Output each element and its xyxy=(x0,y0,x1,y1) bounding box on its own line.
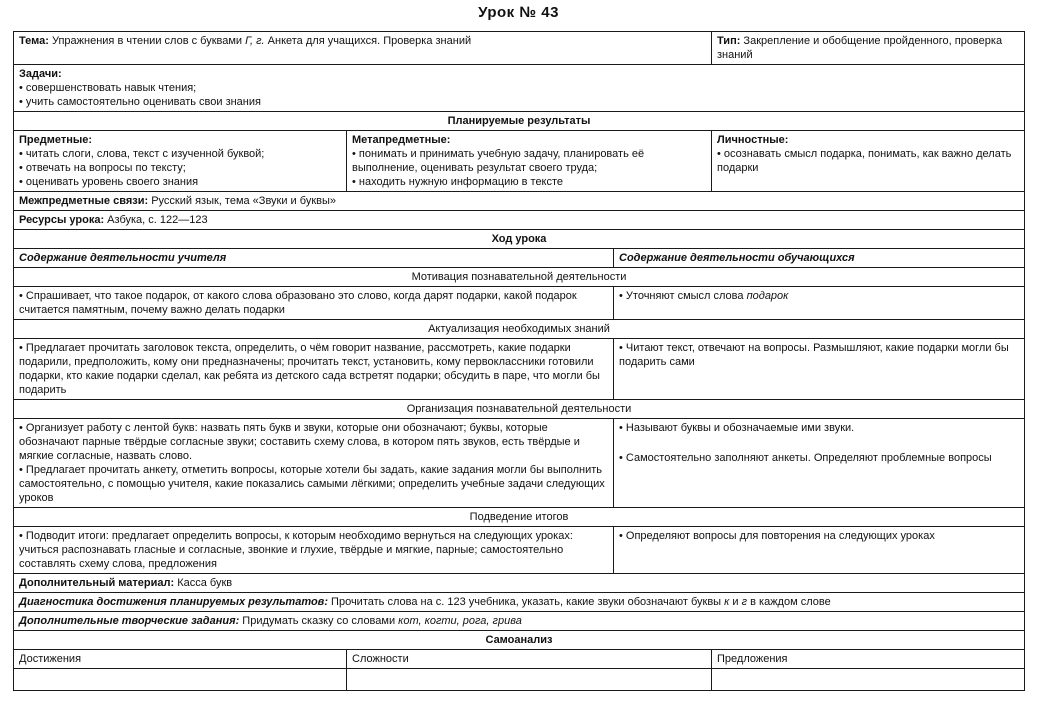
section-title-row xyxy=(14,508,1025,527)
resources-row xyxy=(14,211,1025,230)
planned-results-header: Планируемые результаты xyxy=(14,112,1025,131)
students-activity-text: Уточняют смысл слова xyxy=(625,290,747,302)
personal-results-cell xyxy=(712,131,1025,192)
section-title-row xyxy=(14,268,1025,287)
section-title-organization: Организация познавательной деятельности xyxy=(14,400,1025,419)
lesson-plan-table xyxy=(13,31,1025,691)
spacer xyxy=(619,435,1019,443)
interdisciplinary-text: Русский язык, тема «Звуки и буквы» xyxy=(148,195,336,207)
interdisciplinary-row xyxy=(14,192,1025,211)
self-analysis-header-row xyxy=(14,631,1025,650)
course-header-row xyxy=(14,230,1025,249)
students-activity-cell xyxy=(614,527,1025,574)
additional-material-text: Касса букв xyxy=(174,577,233,589)
students-activity-cell xyxy=(614,339,1025,400)
students-activity-word: подарок xyxy=(746,290,789,302)
additional-material-cell xyxy=(14,574,1025,593)
course-header: Ход урока xyxy=(14,230,1025,249)
students-activity-item: • Самостоятельно заполняют анкеты. Определяют проблемные вопросы xyxy=(619,451,1019,465)
subject-result-item: • читать слоги, слова, текст с изученной буквой; xyxy=(19,147,341,161)
diagnostics-text-before: Прочитать слова на с. 123 учебника, указать, какие звуки обозначают буквы xyxy=(328,596,725,608)
subject-result-item: • оценивать уровень своего знания xyxy=(19,175,341,189)
difficulties-answer-cell[interactable] xyxy=(347,669,712,691)
meta-result-item: • понимать и принимать учебную задачу, планировать её выполнение, оценивать результат своего труда; xyxy=(352,147,706,175)
type-text: Закрепление и обобщение пройденного, проверка знаний xyxy=(717,35,1003,61)
tasks-cell xyxy=(14,65,1025,112)
section-title-row xyxy=(14,320,1025,339)
creative-text: Придумать сказку со словами xyxy=(239,615,399,627)
suggestions-answer-cell[interactable] xyxy=(712,669,1025,691)
diagnostics-text-after: в каждом слове xyxy=(747,596,831,608)
difficulties-column: Сложности xyxy=(347,650,712,669)
subject-result-item: • отвечать на вопросы по тексту; xyxy=(19,161,341,175)
section-title-actualization: Актуализация необходимых знаний xyxy=(14,320,1025,339)
achievements-column: Достижения xyxy=(14,650,347,669)
diagnostics-cell xyxy=(14,593,1025,612)
diagnostics-letter-g: г xyxy=(741,596,748,608)
task-item: • совершенствовать навык чтения; xyxy=(19,81,1019,95)
teacher-activity-item: • Предлагает прочитать анкету, отметить вопросы, которые хотели бы задать, какие задания могли бы выполнить самостоятельно, с помощью учителя, какие показались самыми лёгкими; определить учебные задачи следующих уроков xyxy=(19,463,608,505)
resources-cell xyxy=(14,211,1025,230)
teacher-activity-cell xyxy=(14,287,614,320)
diagnostics-letter-k: к xyxy=(724,596,730,608)
section-content-row xyxy=(14,419,1025,508)
diagnostics-mid: и xyxy=(729,596,742,608)
students-activity-cell xyxy=(614,419,1025,508)
self-analysis-columns-row xyxy=(14,650,1025,669)
personal-results-label: Личностные: xyxy=(717,134,789,146)
resources-text: Азбука, с. 122—123 xyxy=(104,214,208,226)
creative-label: Дополнительные творческие задания: xyxy=(19,615,240,627)
interdisciplinary-cell xyxy=(14,192,1025,211)
creative-words: кот, когти, рога, грива xyxy=(398,615,522,627)
diagnostics-row xyxy=(14,593,1025,612)
task-item: • учить самостоятельно оценивать свои знания xyxy=(19,95,1019,109)
topic-row xyxy=(14,32,1025,65)
topic-text-after: Анкета для учащихся. Проверка знаний xyxy=(264,35,472,47)
planned-results-row xyxy=(14,131,1025,192)
students-activity-item: • Называют буквы и обозначаемые ими звуки. xyxy=(619,421,1019,435)
teacher-activity-item: • Предлагает прочитать заголовок текста, определить, о чём говорит название, рассмотреть, какие подарки подарили, предположить, кому они предназначены; прочитать текст, установить, кому первоклассники готовили подарки, кто какие подарки сделал, как ребята из детского сада встретят подарки; обсудить в паре, что могли бы подарить xyxy=(19,341,608,397)
diagnostics-label: Диагностика достижения планируемых результатов: xyxy=(19,596,328,608)
teacher-activity-item: • Подводит итоги: предлагает определить вопросы, к которым необходимо вернуться на следующих уроках: учиться распознавать гласные и согласные, звонкие и глухие, твёрдые и мягкие, парные; самостоятельно составлять схему слова, предложения xyxy=(19,529,608,571)
subject-results-label: Предметные: xyxy=(19,134,93,146)
topic-label: Тема: xyxy=(19,35,49,47)
spacer xyxy=(619,443,1019,451)
topic-cell xyxy=(14,32,712,65)
topic-text-before: Упражнения в чтении слов с буквами xyxy=(48,35,246,47)
topic-letters: Г, г. xyxy=(245,35,265,47)
teacher-activity-item: • Организует работу с лентой букв: назвать пять букв и звуки, которые они обозначают; буквы, которые обозначают парные твёрдые согласные звуки; составить схему слова, в котором пять звуков, есть твёрдые и мягкие согласные, назвать слово. xyxy=(19,421,608,463)
additional-material-label: Дополнительный материал: xyxy=(19,577,175,589)
section-content-row xyxy=(14,527,1025,574)
section-content-row xyxy=(14,339,1025,400)
planned-results-header-row xyxy=(14,112,1025,131)
section-content-row xyxy=(14,287,1025,320)
subject-results-cell xyxy=(14,131,347,192)
lesson-title: Урок № 43 xyxy=(478,4,559,21)
students-activity-item xyxy=(619,289,1019,303)
type-cell xyxy=(712,32,1025,65)
students-activity-cell xyxy=(614,287,1025,320)
personal-result-item: • осознавать смысл подарка, понимать, как важно делать подарки xyxy=(717,147,1019,175)
self-analysis-answer-row xyxy=(14,669,1025,691)
tasks-row xyxy=(14,65,1025,112)
meta-results-label: Метапредметные: xyxy=(352,134,451,146)
students-activity-item: • Читают текст, отвечают на вопросы. Размышляют, какие подарки могли бы подарить сами xyxy=(619,341,1019,369)
additional-material-row xyxy=(14,574,1025,593)
tasks-label: Задачи: xyxy=(19,68,62,80)
teacher-activity-cell xyxy=(14,419,614,508)
teacher-activity-cell xyxy=(14,339,614,400)
teacher-activity-item: • Спрашивает, что такое подарок, от какого слова образовано это слово, когда дарят подарки, какой подарок считается памятным, почему важно делать подарки xyxy=(19,289,608,317)
teacher-activity-cell xyxy=(14,527,614,574)
achievements-answer-cell[interactable] xyxy=(14,669,347,691)
creative-row xyxy=(14,612,1025,631)
students-column-header: Содержание деятельности обучающихся xyxy=(614,249,1025,268)
self-analysis-header: Самоанализ xyxy=(14,631,1025,650)
meta-result-item: • находить нужную информацию в тексте xyxy=(352,175,706,189)
meta-results-cell xyxy=(347,131,712,192)
resources-label: Ресурсы урока: xyxy=(19,214,105,226)
course-columns-row xyxy=(14,249,1025,268)
type-label: Тип: xyxy=(717,35,741,47)
students-activity-item: • Определяют вопросы для повторения на следующих уроках xyxy=(619,529,1019,543)
section-title-row xyxy=(14,400,1025,419)
section-title-summary: Подведение итогов xyxy=(14,508,1025,527)
creative-cell xyxy=(14,612,1025,631)
teacher-column-header: Содержание деятельности учителя xyxy=(14,249,614,268)
interdisciplinary-label: Межпредметные связи: xyxy=(19,195,149,207)
suggestions-column: Предложения xyxy=(712,650,1025,669)
section-title-motivation: Мотивация познавательной деятельности xyxy=(14,268,1025,287)
